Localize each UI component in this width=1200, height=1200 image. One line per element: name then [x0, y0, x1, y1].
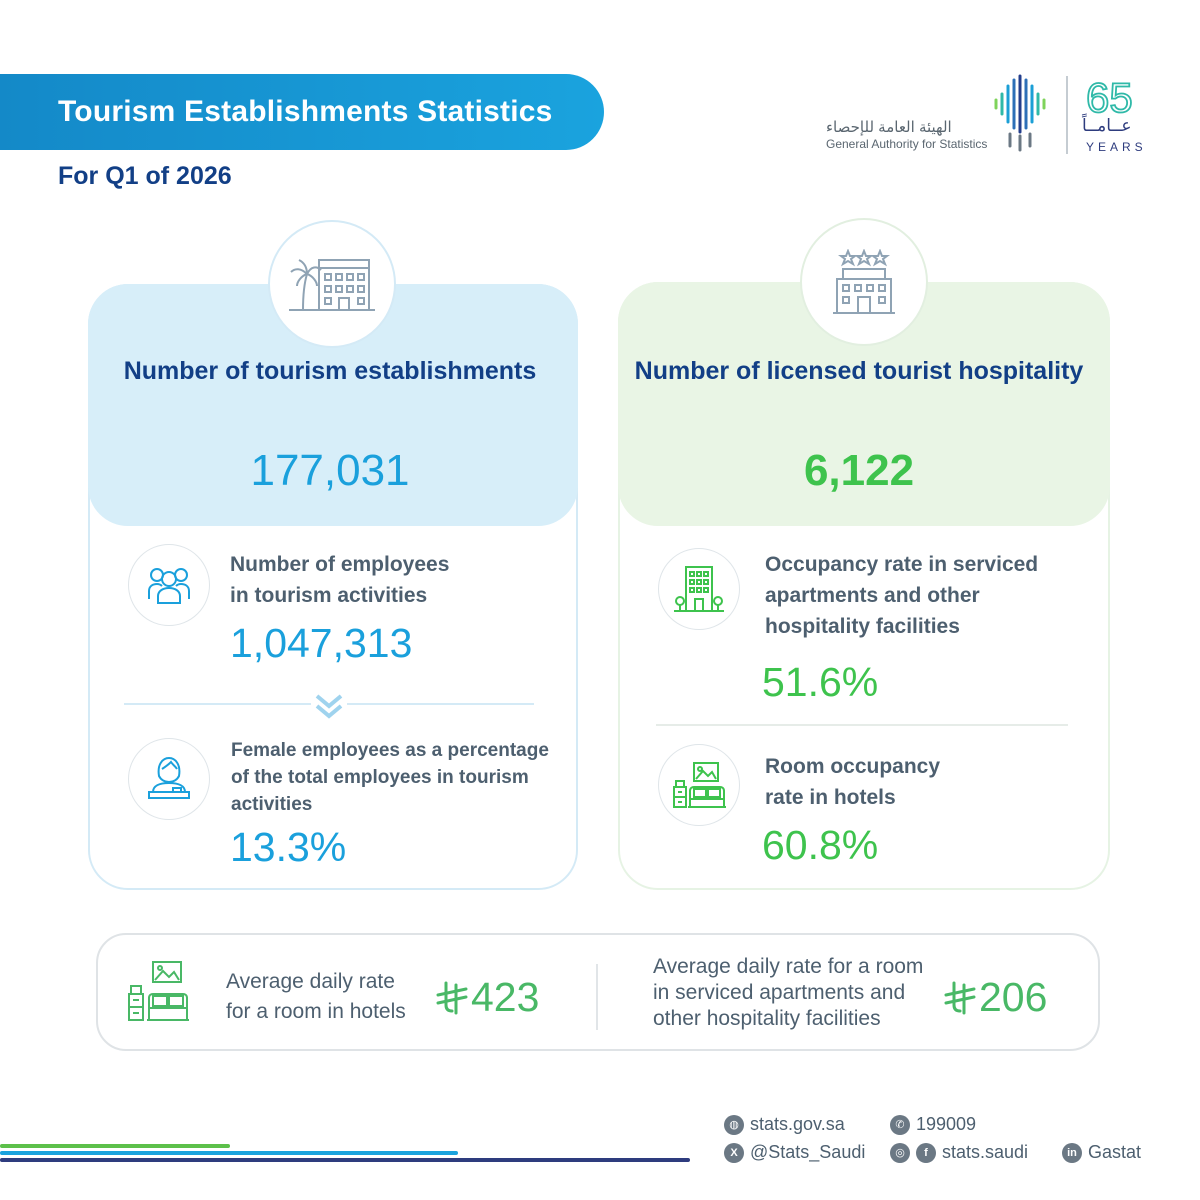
hotel-room-rate-icon: [127, 960, 189, 1022]
apartments-occupancy-value: 51.6%: [762, 659, 879, 705]
decor-line-green: [0, 1144, 230, 1148]
logo-divider: [1066, 76, 1068, 154]
bottom-divider: [596, 964, 598, 1030]
instagram-icon: ◎: [890, 1143, 910, 1163]
employees-label-line2: in tourism activities: [230, 584, 428, 607]
hotel-palm-icon-circle: [268, 220, 396, 348]
apartment-building-icon: [674, 565, 724, 613]
licensed-hospitality-label-text: Number of licensed tourist hospitality: [634, 357, 1084, 385]
hotel-rate-label-line1: Average daily rate: [226, 970, 395, 993]
facebook-icon: f: [916, 1143, 936, 1163]
apartment-rate-label-line3: other hospitality facilities: [653, 1007, 881, 1030]
footer-linkedin-text: Gastat: [1088, 1142, 1142, 1162]
footer-website[interactable]: [724, 1114, 845, 1135]
anniversary-arabic: عــامــاً: [1082, 116, 1132, 135]
female-employees-label-line2: of the total employees in tourism: [231, 767, 529, 788]
right-card-divider: [656, 724, 1068, 726]
footer-twitter-text: @Stats_Saudi: [750, 1142, 866, 1162]
employees-value: 1,047,313: [230, 620, 413, 666]
female-employees-label: [231, 737, 549, 818]
hotel-rate-label: [226, 969, 406, 1025]
hotel-occupancy-label-line1: Room occupancy: [765, 755, 941, 778]
hotel-palm-icon: [289, 256, 375, 312]
hotel-rate-label-line2: for a room in hotels: [226, 1000, 406, 1023]
tourism-establishments-label: [100, 354, 560, 388]
apartment-rate-label-line1: Average daily rate for a room: [653, 955, 924, 978]
hotel-occupancy-label-line2: rate in hotels: [765, 786, 896, 809]
three-star-hotel-icon: [831, 249, 897, 315]
hotel-occupancy-label: [765, 751, 940, 813]
employees-label-line1: Number of employees: [230, 553, 450, 576]
three-star-hotel-icon-circle: [800, 218, 928, 346]
apartments-occupancy-label-line2: apartments and other: [765, 584, 980, 607]
licensed-hospitality-value: 6,122: [803, 446, 915, 495]
decor-line-navy: [0, 1158, 690, 1162]
footer-linkedin[interactable]: [1062, 1142, 1141, 1163]
licensed-hospitality-label: [628, 354, 1090, 388]
footer-social-text: stats.saudi: [942, 1142, 1029, 1162]
linkedin-icon: in: [1062, 1143, 1082, 1163]
hotel-room-icon-circle: [658, 744, 740, 826]
page-title: Tourism Establishments Statistics: [58, 95, 553, 128]
apartments-occupancy-label: [765, 549, 1038, 642]
female-employees-value: 13.3%: [230, 824, 347, 870]
footer-social[interactable]: [890, 1142, 1028, 1163]
employees-label: [230, 549, 449, 611]
anniversary-years: YEARS: [1086, 140, 1147, 154]
people-group-icon: [147, 565, 191, 605]
tourism-establishments-label-text: Number of tourism establishments: [123, 357, 537, 385]
female-employee-icon: [147, 756, 191, 802]
apartment-rate-value: 206: [979, 974, 1048, 1020]
logo-english-name: General Authority for Statistics: [826, 137, 988, 151]
decor-line-blue: [0, 1151, 458, 1155]
apartments-occupancy-label-line3: hospitality facilities: [765, 615, 960, 638]
logo-arabic-name: الهيئة العامة للإحصاء: [826, 119, 952, 136]
female-employee-icon-circle: [128, 738, 210, 820]
chevron-double-down-icon: [311, 692, 347, 722]
apartment-rate-label: [653, 954, 923, 1032]
hotel-occupancy-value: 60.8%: [762, 822, 879, 868]
phone-icon: ✆: [890, 1115, 910, 1135]
saudi-riyal-icon: [436, 981, 468, 1015]
hotel-room-icon: [672, 761, 726, 809]
apartments-occupancy-label-line1: Occupancy rate in serviced: [765, 553, 1039, 576]
anniversary-number: 65: [1086, 74, 1133, 118]
footer-phone-text: 199009: [916, 1114, 977, 1134]
footer-phone[interactable]: [890, 1114, 976, 1135]
anniversary-65-icon: [1086, 74, 1146, 118]
apartment-rate-label-line2: in serviced apartments and: [653, 981, 906, 1004]
globe-icon: ◍: [724, 1115, 744, 1135]
x-twitter-icon: X: [724, 1143, 744, 1163]
female-employees-label-line3: activities: [231, 794, 313, 815]
footer-website-text: stats.gov.sa: [750, 1114, 845, 1134]
tourism-establishments-value: 177,031: [250, 446, 410, 495]
saudi-riyal-icon: [944, 981, 976, 1015]
female-employees-label-line1: Female employees as a percentage: [231, 740, 549, 761]
apartment-building-icon-circle: [658, 548, 740, 630]
footer-twitter[interactable]: [724, 1142, 865, 1163]
page-subtitle: For Q1 of 2026: [58, 162, 232, 190]
people-group-icon-circle: [128, 544, 210, 626]
hotel-rate-value: 423: [471, 974, 540, 1020]
